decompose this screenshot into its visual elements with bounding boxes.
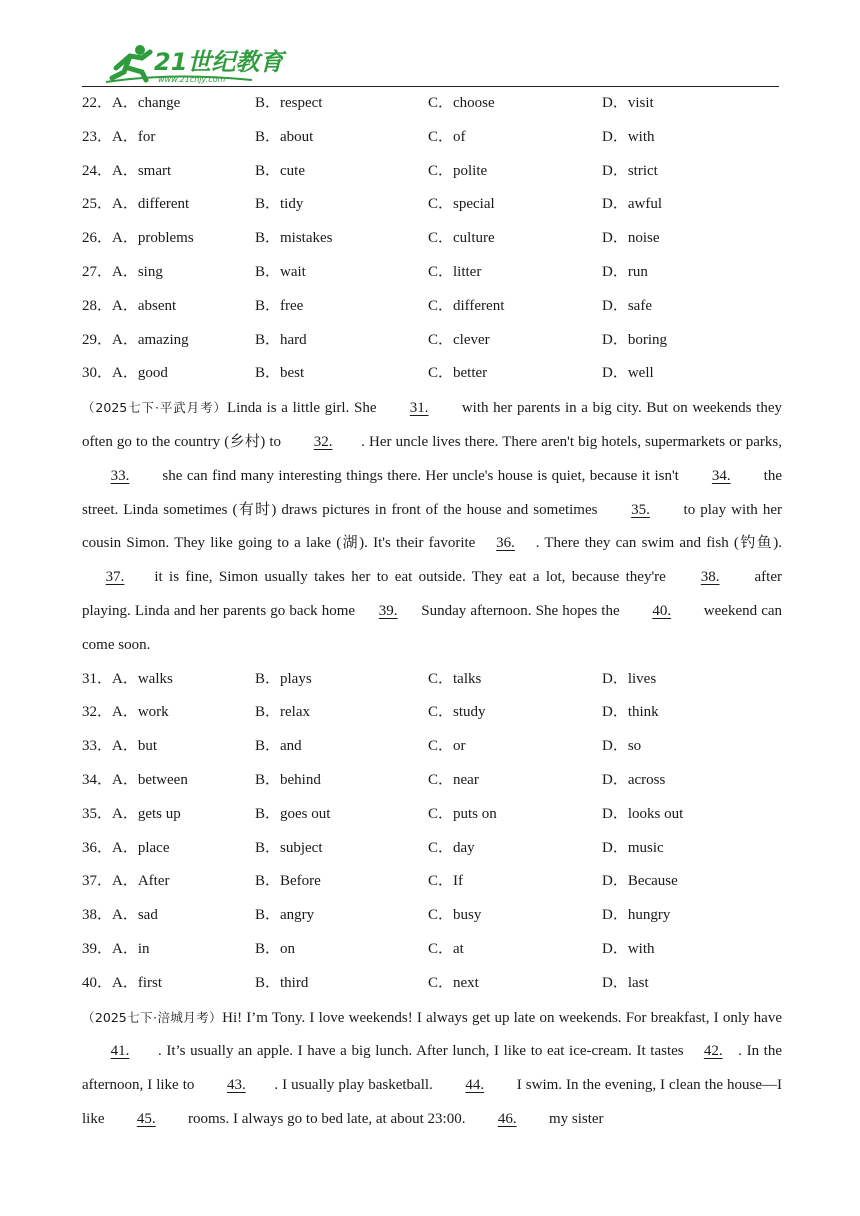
question-row: 23．A．for B．about C．of D．with bbox=[82, 128, 655, 145]
question-row: 28．A．absent B．free C．different D．safe bbox=[82, 297, 652, 314]
logo bbox=[102, 42, 302, 84]
blank-40: 40. bbox=[652, 602, 672, 619]
source-label: （2025七下·涪城月考） bbox=[82, 1009, 223, 1025]
question-row: 22．A．change B．respect C．choose D．visit bbox=[82, 95, 654, 111]
question-row: 25．A．different B．tidy C．special D．awful bbox=[82, 196, 662, 213]
question-row: 26．A．problems B．mistakes C．culture D．noise bbox=[82, 230, 660, 247]
options-list-1 bbox=[82, 87, 782, 391]
blank-41: 41. bbox=[110, 1043, 130, 1060]
blank-45: 45. bbox=[136, 1110, 156, 1127]
blank-42: 42. bbox=[703, 1043, 723, 1060]
blank-39: 39. bbox=[378, 602, 398, 619]
question-row: 32．A．work B．relax C．study D．think bbox=[82, 704, 659, 721]
blank-32: 32. bbox=[313, 433, 333, 450]
question-row: 24．A．smart B．cute C．polite D．strict bbox=[82, 162, 658, 179]
question-row: 40．A．first B．third C．next D．last bbox=[82, 974, 649, 991]
question-row: 35．A．gets up B．goes out C．puts on D．looks out bbox=[82, 805, 684, 822]
question-row: 29．A．amazing B．hard C．clever D．boring bbox=[82, 331, 667, 348]
blank-35: 35. bbox=[631, 501, 650, 518]
question-row: 39．A．in B．on C．at D．with bbox=[82, 940, 655, 957]
blank-33: 33. bbox=[110, 467, 130, 484]
question-row: 30．A．good B．best C．better D．well bbox=[82, 365, 654, 382]
blank-31: 31. bbox=[409, 400, 429, 417]
blank-34: 34. bbox=[711, 467, 731, 484]
question-row: 36．A．place B．subject C．day D．music bbox=[82, 839, 664, 856]
worksheet-content bbox=[82, 87, 782, 1137]
question-row: 33．A．but B．and C．or D．so bbox=[82, 738, 642, 755]
blank-38: 38. bbox=[700, 569, 720, 586]
page-header bbox=[82, 40, 779, 87]
runner-logo-icon bbox=[102, 42, 302, 84]
blank-46: 46. bbox=[497, 1110, 517, 1127]
question-row: 38．A．sad B．angry C．busy D．hungry bbox=[82, 907, 671, 924]
svg-text:21世纪教育: 21世纪教育 bbox=[154, 48, 284, 76]
cloze-passage-1: （2025七下·平武月考）Linda is a little girl. She 31. with her parents in a big city. But on weekends they often go to the country (乡村) to 32. . Her uncle lives there. There aren't big hotels, supermarkets or parks, 33. she can find many interesting things there. Her uncle's house is quiet, because it isn't 34. the street. Linda sometimes (有时) draws pictures in front of the house and sometimes 35. to play with her cousin Simon. They like going to a lake (湖). It's their favorite 36. . There they can swim and fish (钓鱼). 37. it is fine, Simon usually takes her to eat outside. They eat a lot, because they're 38. after playing. Linda and her parents go back home 39. Sunday afternoon. She hopes the 40. weekend can come soon. bbox=[82, 391, 782, 662]
blank-37: 37. bbox=[105, 569, 125, 586]
cloze-passage-2: （2025七下·涪城月考）Hi! I’m Tony. I love weekends! I always get up late on weekends. For breakfast, I only have 41. . It’s usually an apple. I have a big lunch. After lunch, I like to eat ice-cream. It tastes 42. . In the afternoon, I like to 43. . I usually play basketball. 44. I swim. In the evening, I clean the house—I like 45. rooms. I always go to bed late, at about 23:00. 46. my sister bbox=[82, 1001, 782, 1137]
blank-44: 44. bbox=[465, 1077, 485, 1094]
blank-36: 36. bbox=[496, 535, 515, 552]
question-row: 34．A．between B．behind C．near D．across bbox=[82, 771, 666, 788]
question-row: 27．A．sing B．wait C．litter D．run bbox=[82, 263, 648, 280]
options-list-2 bbox=[82, 663, 782, 1001]
source-label: （2025七下·平武月考） bbox=[82, 400, 227, 416]
question-row: 37．A．After B．Before C．If D．Because bbox=[82, 873, 678, 890]
svg-text:www.21cnjy.com: www.21cnjy.com bbox=[158, 75, 226, 84]
question-row: 31．A．walks B．plays C．talks D．lives bbox=[82, 670, 657, 687]
blank-43: 43. bbox=[226, 1077, 246, 1094]
